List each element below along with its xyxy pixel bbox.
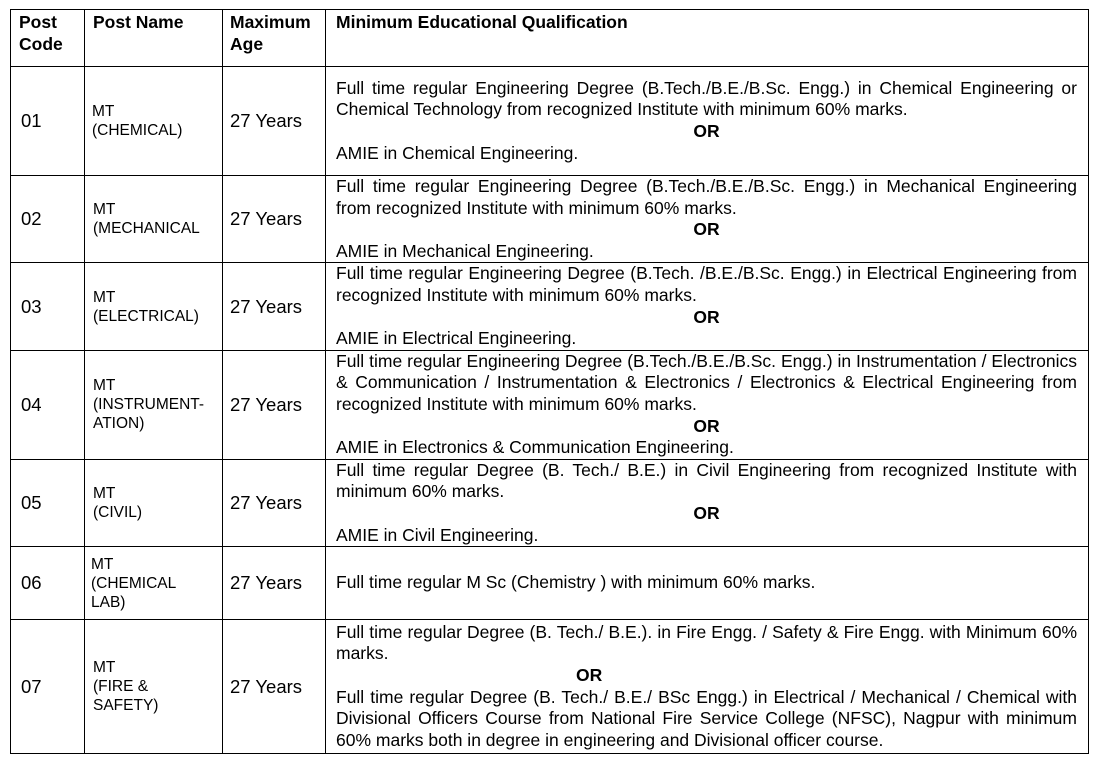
qualification bbox=[326, 67, 1089, 176]
header-post-code: Post Code bbox=[11, 10, 85, 67]
max-age: 27 Years bbox=[223, 67, 326, 176]
or-separator: OR bbox=[693, 415, 720, 436]
post-code: 07 bbox=[11, 620, 85, 754]
qualification-alternative: Full time regular Degree (B. Tech./ B.E./ BSc Engg.) in Electrical / Mechanical / Chemical with Divisional Officers Course from National Fire Service College (NFSC), Nagpur with minimum 60% marks both in degree in engineering and Divisional officer course. bbox=[336, 686, 1077, 750]
max-age: 27 Years bbox=[223, 350, 326, 459]
post-name: MT (INSTRUMENT- ATION) bbox=[85, 350, 223, 459]
qualification bbox=[326, 547, 1089, 620]
qualification-main: Full time regular M Sc (Chemistry ) with minimum 60% marks. bbox=[336, 572, 816, 593]
post-name: MT (CHEMICAL LAB) bbox=[85, 547, 223, 620]
max-age: 27 Years bbox=[223, 176, 326, 263]
table-row bbox=[11, 67, 1089, 176]
post-code: 03 bbox=[11, 263, 85, 350]
post-code: 04 bbox=[11, 350, 85, 459]
header-maximum-age: Maximum Age bbox=[223, 10, 326, 67]
qualification-alternative: AMIE in Electronics & Communication Engineering. bbox=[336, 437, 734, 458]
qualification-main: Full time regular Engineering Degree (B.Tech./B.E./B.Sc. Engg.) in Mechanical Engineering from recognized Institute with minimum 60% marks. bbox=[336, 176, 1077, 218]
qualification bbox=[326, 459, 1089, 546]
table-row bbox=[11, 620, 1089, 754]
or-separator: OR bbox=[693, 502, 720, 523]
max-age: 27 Years bbox=[223, 547, 326, 620]
post-name: MT (CHEMICAL) bbox=[85, 67, 223, 176]
qualification-table bbox=[10, 9, 1089, 754]
qualification-main: Full time regular Degree (B. Tech./ B.E.). in Fire Engg. / Safety & Fire Engg. with Minimum 60% marks. bbox=[336, 621, 1077, 664]
table-row bbox=[11, 547, 1089, 620]
qualification-main: Full time regular Engineering Degree (B.Tech./B.E./B.Sc. Engg.) in Instrumentation / Electronics & Communication / Instrumentation & Electronics / Electronics & Electrical Engineering from recognized Institute with minimum 60% marks. bbox=[336, 350, 1077, 414]
qualification-alternative: AMIE in Civil Engineering. bbox=[336, 524, 539, 545]
qualification bbox=[326, 176, 1089, 263]
qualification-main: Full time regular Degree (B. Tech./ B.E.) in Civil Engineering from recognized Institute with minimum 60% marks. bbox=[336, 459, 1077, 502]
qualification-alternative: AMIE in Electrical Engineering. bbox=[336, 328, 577, 349]
qualification-main: Full time regular Engineering Degree (B.Tech./B.E./B.Sc. Engg.) in Chemical Engineering or Chemical Technology from recognized Institute with minimum 60% marks. bbox=[336, 77, 1077, 120]
header-qualification: Minimum Educational Qualification bbox=[326, 10, 1089, 67]
post-code: 06 bbox=[11, 547, 85, 620]
or-separator: OR bbox=[693, 306, 720, 327]
max-age: 27 Years bbox=[223, 263, 326, 350]
qualification bbox=[326, 620, 1089, 754]
post-name: MT (CIVIL) bbox=[85, 459, 223, 546]
qualification bbox=[326, 263, 1089, 350]
qualification-alternative: AMIE in Chemical Engineering. bbox=[336, 142, 579, 163]
table-row bbox=[11, 263, 1089, 350]
header-post-name: Post Name bbox=[85, 10, 223, 67]
table-row bbox=[11, 350, 1089, 459]
or-separator: OR bbox=[576, 665, 603, 686]
header-row bbox=[11, 10, 1089, 67]
table-row bbox=[11, 176, 1089, 263]
or-separator: OR bbox=[693, 121, 720, 141]
post-name: MT (ELECTRICAL) bbox=[85, 263, 223, 350]
qualification bbox=[326, 350, 1089, 459]
post-code: 01 bbox=[11, 67, 85, 176]
or-separator: OR bbox=[693, 219, 720, 240]
post-code: 02 bbox=[11, 176, 85, 263]
qualification-main: Full time regular Engineering Degree (B.Tech. /B.E./B.Sc. Engg.) in Electrical Engineering from recognized Institute with minimum 60% marks. bbox=[336, 263, 1077, 305]
table-row bbox=[11, 459, 1089, 546]
post-name: MT (FIRE & SAFETY) bbox=[85, 620, 223, 754]
max-age: 27 Years bbox=[223, 620, 326, 754]
post-code: 05 bbox=[11, 459, 85, 546]
max-age: 27 Years bbox=[223, 459, 326, 546]
post-name: MT (MECHANICAL bbox=[85, 176, 223, 263]
qualification-alternative: AMIE in Mechanical Engineering. bbox=[336, 240, 594, 261]
